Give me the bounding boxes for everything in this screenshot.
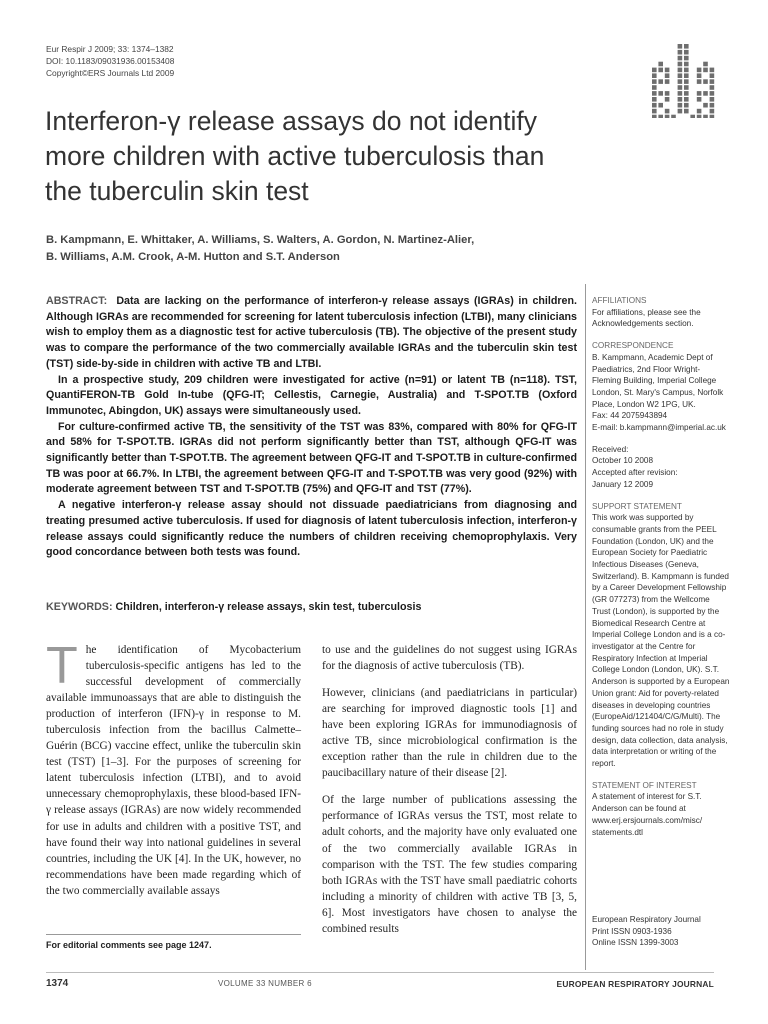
author-list [46,232,586,266]
body-paragraph [46,637,301,899]
sidebar-line: Union grant: Aid for poverty-related [592,688,719,698]
sidebar-line: Online ISSN 1399-3003 [592,938,679,948]
author-line: B. Williams, A.M. Crook, A-M. Hutton and S.T. Anderson [46,251,340,263]
volume-info: VOLUME 33 NUMBER 6 [218,979,312,988]
abstract-paragraph [46,294,577,373]
sidebar-line: A statement of interest for S.T. [592,792,702,802]
abstract-text: Data are lacking on the performance of interferon-γ release assays (IGRAs) in children. Although IGRAs are recommended for screening for latent tuberculosis infection (LTBI), many clinicians wish to employ them as a diagnostic test for active tuberculosis (TB). The objective of the present study was to compare the performance of the two commercially available IGRAs and the tuberculin skin test (TST) side-by-side in children with active TB and LTBI. [46,295,577,370]
article-title [45,104,585,209]
abstract-paragraph: A negative interferon-γ release assay should not dissuade paediatricians from diagnosing and treating presumed active tuberculosis. If used for diagnosis of latent tuberculosis infection, interferon-γ release assays could significantly reduce the numbers of children receiving chemoprophylaxis. Very good concordance between both tests was found. [46,499,577,559]
sidebar-line: Foundation (London, UK) and the [592,536,714,546]
sidebar-line: (EuropeAid/121404/C/G/Multi). The [592,712,721,722]
sidebar-line: London, St. Mary's Campus, Norfolk [592,387,724,397]
email-link[interactable]: E-mail: b.kampmann@imperial.ac.uk [592,423,726,433]
sidebar-line: Respiratory Infection at Imperial [592,653,708,663]
sidebar-line: Place, London W2 1PG, UK. [592,399,696,409]
doi-line: DOI: 10.1183/09031936.00153408 [46,56,175,66]
sidebar-line: investigator at the Centre for [592,641,696,651]
sidebar-line: Fax: 44 2075943894 [592,411,668,421]
affiliations-heading: AFFILIATIONS [592,296,647,305]
abstract [46,294,577,561]
sidebar-line: design, data collection, data analysis, [592,735,728,745]
sidebar-line: by a Career Development Fellowship [592,583,727,593]
interest-section [592,780,722,839]
sidebar-line: diseases in developing countries [592,700,711,710]
body-paragraph: Of the large number of publications assessing the performance of IGRAs versus the TST, most relate to adult cohorts, and the majority have only evaluated one of the two commercially available IGRAs in comparison with the TST. The few studies comparing both IGRAs with the TST have small paediatric cohorts including a minority of children with active TB [3, 5, 6]. Most investigators have chosen to analyse the combined results [322,794,577,935]
affiliations-section [592,295,722,330]
sidebar-line: Anderson is supported by a European [592,677,730,687]
support-heading: SUPPORT STATEMENT [592,501,682,511]
interest-heading: STATEMENT OF INTEREST [592,780,697,790]
ers-logo-icon [648,42,720,118]
statement-link[interactable]: statements.dtl [592,827,643,837]
sidebar-line: Biomedical Research Centre at [592,618,706,628]
sidebar-line: Paediatrics, 2nd Floor Wright- [592,364,701,374]
editorial-footnote: For editorial comments see page 1247. [46,940,212,950]
dates-section [592,444,722,491]
title-line: the tuberculin skin test [45,176,309,206]
issn-section [592,914,701,949]
sidebar [592,295,730,948]
sidebar-line: January 12 2009 [592,479,653,489]
keywords-text: Children, interferon-γ release assays, skin test, tuberculosis [115,601,422,613]
sidebar-line: funding sources had no role in study [592,723,724,733]
title-line: Interferon-γ release assays do not identify [45,106,537,136]
body-paragraph: However, clinicians (and paediatricians in particular) are searching for improved diagnostic tools [1] and have been exploring IGRAs for immunodiagnosis of active TB, since microbiological confirmation is the exception rather than the rule in children due to the paucibacillary nature of their disease [2]. [322,687,577,780]
footnote-rule [46,934,301,935]
keywords-label: KEYWORDS: [46,601,113,613]
sidebar-line: Infectious Diseases (Geneva, [592,560,699,570]
footer-rule [46,972,714,973]
support-section [592,501,730,770]
sidebar-line: October 10 2008 [592,456,653,466]
body-paragraph: to use and the guidelines do not suggest using IGRAs for the diagnosis of active tuberculosis (TB). [322,644,577,673]
sidebar-line: report. [592,759,616,769]
copyright-line: Copyright©ERS Journals Ltd 2009 [46,68,175,78]
sidebar-line: Switzerland). B. Kampmann is funded [592,571,729,581]
sidebar-line: Trust (London), is supported by the [592,606,720,616]
body-column-left [46,637,301,899]
sidebar-line: consumable grants from the PEEL [592,524,717,534]
abstract-label: ABSTRACT: [46,295,108,307]
abstract-paragraph: In a prospective study, 209 children were investigated for active (n=91) or latent TB (n=118). TST, QuantiFERON-TB Gold In-tube (QFG-IT; Cellestis, Carnegie, Australia) and T-SPOT.TB (Oxford Immunotec, Abingdon, UK) assays were simultaneously used. [46,373,577,417]
citation-line: Eur Respir J 2009; 33: 1374–1382 [46,44,174,54]
sidebar-line: European Society for Paediatric [592,548,708,558]
sidebar-line: data interpretation or writing of the [592,747,717,757]
page-number: 1374 [46,978,69,989]
sidebar-line: Acknowledgements section. [592,319,694,329]
keywords [46,600,577,614]
body-column-right [322,642,577,937]
sidebar-line: Imperial College London and is a co- [592,630,726,640]
sidebar-line: (GR 077273) from the Wellcome [592,595,710,605]
sidebar-line: Print ISSN 0903-1936 [592,926,672,936]
drop-cap: T [46,637,78,695]
correspondence-section [592,340,726,434]
statement-link[interactable]: www.erj.ersjournals.com/misc/ [592,815,703,825]
column-divider [585,284,586,970]
sidebar-line: B. Kampmann, Academic Dept of [592,352,713,362]
title-line: more children with active tuberculosis than [45,141,545,171]
author-line: B. Kampmann, E. Whittaker, A. Williams, S. Walters, A. Gordon, N. Martinez-Alier, [46,234,475,246]
abstract-paragraph: For culture-confirmed active TB, the sensitivity of the TST was 83%, compared with 80% for QFG-IT and 58% for T-SPOT.TB. IGRAs did not perform significantly better than TST, although QFG-IT was significantly better than T-SPOT.TB. The agreement between QFG-IT and T-SPOT.TB in culture-confirmed TB was poor at 66.7%. In LTBI, the agreement between QFG-IT and T-SPOT.TB was very good (92%) with moderate agreement between TST and T-SPOT.TB (75%) and QFG-IT and TST (77%). [46,420,577,496]
sidebar-line: For affiliations, please see the [592,307,701,317]
sidebar-line: Accepted after revision: [592,468,678,478]
citation-header [46,43,174,79]
sidebar-line: Fleming Building, Imperial College [592,376,717,386]
body-text: he identification of Mycobacterium tuberculosis-specific antigens has led to the successful development of commercially available immunoassays that are able to distinguish the production of interferon (IFN)-γ in response to M. tuberculosis infection from the bacillus Calmette–Guérin (BCG) vaccine effect, unlike the tuberculin skin test (TST) [1–3]. For the purposes of screening for latent tuberculosis infection (LTBI), and to avoid unnecessary chemoprophylaxis, these blood-based IFN-γ release assays (IGRAs) are now widely recommended for use in adults and children with a positive TST, and have found their way into national guidelines in several countries, including the UK [4]. In the UK, however, no recommendations have been made regarding which of the two commercially available assays [46,644,301,897]
sidebar-line: Received: [592,444,629,454]
sidebar-line: College London (London, UK). S.T. [592,665,719,675]
journal-name: EUROPEAN RESPIRATORY JOURNAL [556,979,714,989]
sidebar-line: This work was supported by [592,513,694,523]
sidebar-line: European Respiratory Journal [592,915,701,924]
sidebar-line: Anderson can be found at [592,804,686,814]
correspondence-heading: CORRESPONDENCE [592,341,674,351]
